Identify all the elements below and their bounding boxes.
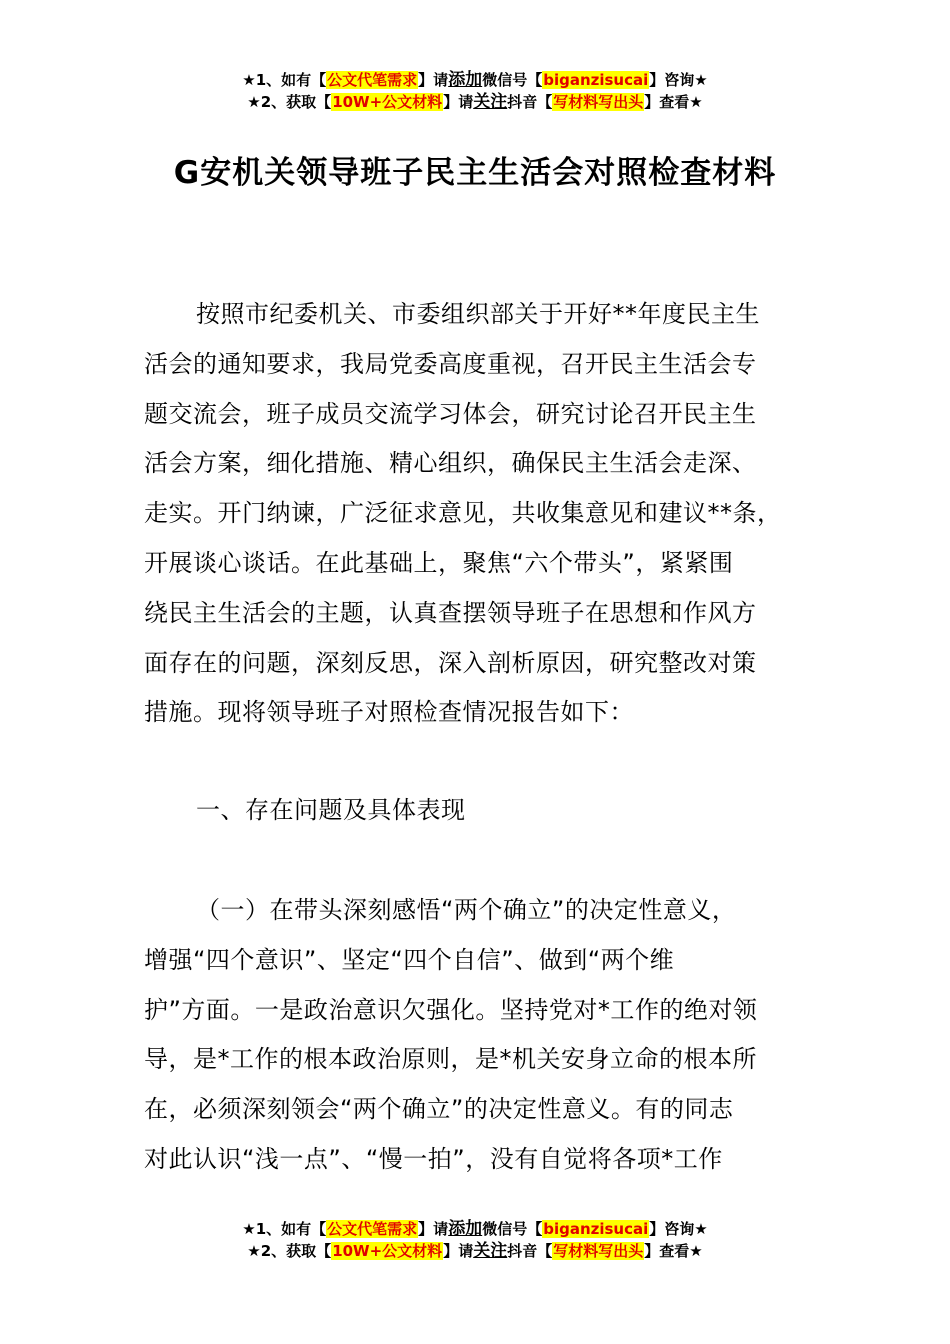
notice-emphasis: 添加 — [448, 70, 483, 90]
notice-highlight: 公文代笔需求 — [327, 71, 418, 89]
notice-text: 】请 — [443, 93, 474, 111]
paragraph-1 — [144, 290, 816, 738]
paragraph-line: 按照市纪委机关、市委组织部关于开好**年度民主生 — [196, 300, 760, 328]
document-title: G安机关领导班子民主生活会对照检查材料 — [173, 155, 777, 191]
notice-text: ★2、获取【 — [247, 93, 332, 111]
notice-text: 抖音【 — [507, 1242, 553, 1260]
notice-emphasis: 关注 — [473, 92, 508, 112]
paragraph-line: 活会方案，细化措施、精心组织，确保民主生活会走深、 — [144, 449, 757, 478]
notice-text: 】查看★ — [644, 1242, 703, 1260]
notice-highlight: 公文代笔需求 — [327, 1220, 418, 1238]
paragraph-2 — [144, 886, 816, 1185]
paragraph-line: 增强“四个意识”、坚定“四个自信”、做到“两个维 — [144, 945, 675, 974]
paragraph-line: 导，是*工作的根本政治原则，是*机关安身立命的根本所 — [144, 1045, 757, 1074]
notice-text: ★1、如有【 — [242, 1220, 327, 1238]
notice-line-2 — [0, 91, 950, 113]
paragraph-line: （一）在带头深刻感悟“两个确立”的决定性意义， — [196, 896, 737, 924]
notice-emphasis: 添加 — [448, 1219, 483, 1239]
notice-line-1 — [0, 69, 950, 91]
notice-text: 】查看★ — [644, 93, 703, 111]
notice-text: 微信号【 — [482, 71, 543, 89]
paragraph-line: 开展谈心谈话。在此基础上，聚焦“六个带头”，紧紧围 — [144, 548, 734, 577]
notice-text: 】咨询★ — [649, 71, 708, 89]
paragraph-line: 护”方面。一是政治意识欠强化。坚持党对*工作的绝对领 — [144, 995, 758, 1024]
paragraph-line: 题交流会，班子成员交流学习体会，研究讨论召开民主生 — [144, 399, 757, 428]
header-notice — [0, 69, 950, 113]
paragraph-line: 面存在的问题，深刻反思，深入剖析原因，研究整改对策 — [144, 648, 757, 677]
notice-text: ★1、如有【 — [242, 71, 327, 89]
notice-text: 】请 — [443, 1242, 474, 1260]
notice-text: 】咨询★ — [649, 1220, 708, 1238]
notice-text: 】请 — [418, 71, 449, 89]
section-heading — [144, 786, 816, 836]
notice-highlight: 写材料写出头 — [553, 1242, 644, 1260]
paragraph-line: 对此认识“浅一点”、“慢一拍”，没有自觉将各项*工作 — [144, 1144, 723, 1173]
notice-line-2 — [0, 1240, 950, 1262]
notice-text: ★2、获取【 — [247, 1242, 332, 1260]
notice-text: 】请 — [418, 1220, 449, 1238]
notice-highlight: 10W+公文材料 — [332, 1242, 443, 1260]
section-heading-text: 一、存在问题及具体表现 — [196, 796, 466, 824]
notice-highlight: 写材料写出头 — [553, 93, 644, 111]
paragraph-line: 在，必须深刻领会“两个确立”的决定性意义。有的同志 — [144, 1095, 734, 1124]
paragraph-line: 措施。现将领导班子对照检查情况报告如下： — [144, 698, 634, 727]
notice-line-1 — [0, 1218, 950, 1240]
footer-notice — [0, 1218, 950, 1262]
notice-emphasis: 关注 — [473, 1241, 508, 1261]
paragraph-line: 走实。开门纳谏，广泛征求意见，共收集意见和建议**条， — [144, 499, 782, 528]
paragraph-line: 活会的通知要求，我局党委高度重视，召开民主生活会专 — [144, 349, 757, 378]
notice-text: 微信号【 — [482, 1220, 543, 1238]
notice-text: 抖音【 — [507, 93, 553, 111]
notice-highlight: biganzisucai — [543, 71, 649, 89]
notice-highlight: biganzisucai — [543, 1220, 649, 1238]
notice-highlight: 10W+公文材料 — [332, 93, 443, 111]
paragraph-line: 绕民主生活会的主题，认真查摆领导班子在思想和作风方 — [144, 598, 757, 627]
